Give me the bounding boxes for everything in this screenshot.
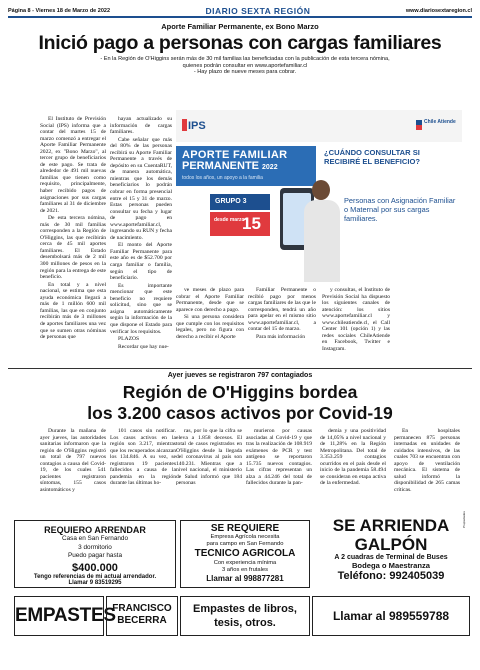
article1-column-1: El Instituto de Previsión Social (IPS) informa que a contar del martes 15 de marzo comenzó a entregar el Aporte Familiar Permanente 2022, ex "Bono Marzo", al tercer grupo de beneficiarios de este pago. Se trata de alrededor de 491 mil nuevas familias que tienen como requisito, principalmente, haber recibido pagos de asignaciones por sus cargas familiares al 31 de diciembre de 2021. De esta tercera nómina, más de 30 mil familias corresponden a la Región de O'Higgins, las que recibirán cerca de 45 mil aportes familiares. El Estado desembolsará más de 2 mil 300 millones de pesos en la región para la entrega de este beneficio. En total y a nivel nacional, se estima que esta ayuda económica llegará a más de 1 millón 600 mil familias, las que en conjunto recibirán más de 3 millones de aportes familiares una vez que se sumen otras nóminas de personas que — [40, 116, 106, 341]
aporte-familiar-ad — [176, 110, 462, 282]
person-illustration — [304, 180, 340, 282]
masthead — [8, 6, 472, 18]
classified-tecnico: SE REQUIERE Empresa Agrícola necesita para campo en San Fernando TECNICO AGRICOLA Con experiencia mínima 3 años en frutales Llamar al 998877281 — [180, 520, 310, 588]
side-label: Propiedades — [462, 511, 466, 528]
program-banner: APORTE FAMILIAR PERMANENTE 2022 todos los años, un apoyo a la familia — [176, 146, 316, 186]
empastes-phone: Llamar al 989559788 — [312, 596, 470, 636]
article1-column-2: hayan actualizado su información de cargas familiares. Cabe señalar que más del 80% de las personas recibirá su Aporte Familiar Permanente a través de depósito en su CuentaRUT, de manera automática, mientras que los demás beneficiarios lo podrán cobrar en forma presencial entre el 15 y 31 de marzo. Estas personas pueden consultar su fecha y lugar de pago en www.aportefamiliar.cl, ingresando su RUN y fecha de nacimiento. El monto del Aporte Familiar Permanente para este año es de $52.700 por carga familiar o familia, según el tipo de beneficiario. Es importante mencionar que este beneficio no requiere solicitud, sino que se asigna automáticamente según la información de la que dispone el Estado para verificar los requisitos. PLAZOS Recordar que hay nue- — [110, 116, 172, 350]
paper-url[interactable]: www.diariosextaregion.cl — [405, 8, 472, 14]
chile-flag-icon — [416, 120, 422, 130]
article2-column-2: 101 casos sin notificar. Los casos activos en la región son 3.217, mientras que los recuperados alcanzan los 134.846. A su vez, se registraron 19 pacientes fallecidos a causa de la pandemia en la región durante las últimas ho- — [110, 428, 176, 487]
article1-column-3: ve meses de plazo para cobrar el Aporte Familiar Permanente, desde que se aparece con derecho a pago. Si una persona considera que cumple con los requisitos legales, pero no figura con derecho a recibir el Aporte — [176, 287, 244, 340]
francisco-becerra-ad: FRANCISCO BECERRA — [106, 596, 178, 636]
empastes-ad: EMPASTES — [14, 596, 104, 636]
article2-column-1: Durante la mañana de ayer jueves, las autoridades sanitarias informaron que la región de O'Higgins registró un total de 797 nuevos contagios a causa del Covid-19, de los cuales 541 pacientes registraron síntomas, 155 casos asintomáticos y — [40, 428, 106, 493]
article1-bullets: - En la Región de O'Higgins serán más de 30 mil familias las beneficiadas con la publicación de esta tercera nómina, quienes podrán consultar en www.aportefamiliar.cl - Hay plazo de nueve meses para cobrar. — [100, 56, 390, 76]
paper-name: DIARIO SEXTA REGIÓN — [205, 6, 311, 16]
chileatiende-logo: Chile Atiende — [424, 119, 456, 125]
ad-question: ¿CUÁNDO CONSULTAR SI RECIBIRÉ EL BENEFICIO? — [324, 148, 421, 166]
ad-audience: Personas con Asignación Familiar o Maternal por sus cargas familiares. — [344, 196, 456, 223]
article2-column-3: ras, por lo que la cifra se eleva a 1.858 decesos. El total de casos registrados en O'Higgins desde la llegada del coronavirus al país son 140.231. Mientras que a nivel nacional, el ministerio de Salud informó que 184 personas — [176, 428, 242, 487]
article2-kicker: Ayer jueves se registraron 797 contagiados — [167, 372, 313, 379]
article1-kicker: Aporte Familiar Permanente, ex Bono Marzo — [161, 22, 319, 31]
article2-column-6: En hospitales permanecen 875 personas internadas en unidades de cuidados intensivos, de las cuales 703 se encuentran con apoyo de ventilación mecánica. El sistema de salud informó la disponibilidad de 265 camas críticas. — [394, 428, 460, 493]
article2-column-5: demia y una positividad de 14,05% a nivel nacional y de 11,28% en la Región Metropolitana. Del total de 3.353.259 contagios ocurridos en el país desde el inicio de la pandemia 58.494 se consideran en etapa activa de la enfermedad. — [320, 428, 386, 487]
date-badge: desde marzo 15 — [210, 212, 270, 236]
article2-headline: Región de O'Higgins bordea los 3.200 casos activos por Covid-19 — [87, 382, 393, 423]
section-divider — [8, 368, 472, 369]
classified-arrendar: REQUIERO ARRENDAR Casa en San Fernando 3 dormitorio Puedo pagar hasta $400.000 Tengo referencias de mi actual arrendador. Llamar 9 83519295 — [14, 520, 176, 588]
ips-logo-icon — [182, 119, 187, 131]
article2-column-4: murieron por causas asociadas al Covid-19 y que tras la realización de 108.919 exámenes de PCR y test antígeno se reportaron 15.735 nuevos contagios. Las cifras representan un alza a 44.246 del total de fallecidos durante la pan- — [246, 428, 312, 487]
grupo-badge: GRUPO 3 — [210, 194, 270, 210]
ips-logo: IPS — [188, 120, 206, 132]
empastes-libros-ad: Empastes de libros, tesis, otros. — [180, 596, 310, 636]
article1-column-4: Familiar Permanente o recibió pago por menos cargas familiares de las que le corresponden, tendrá un año para apelar en el mismo sitio www.aportefamiliar.cl, a contar del 15 de marzo. Para más información — [248, 287, 316, 340]
classified-galpon: SE ARRIENDA GALPÓN A 2 cuadras de Terminal de Buses Bodega o Maestranza Teléfono: 992405039 — [316, 516, 466, 592]
page-info: Página 8 - Viernes 18 de Marzo de 2022 — [8, 8, 111, 14]
article1-column-5: y consultas, el Instituto de Previsión Social ha dispuesto los siguientes canales de atención: los sitios www.aportefamiliar.cl y www.chileatiende.cl, el Call Center 101 (opción 1) y las redes sociales ChileAtiende en Facebook, Twitter e Instagram. — [322, 287, 390, 352]
article1-headline: Inició pago a personas con cargas familiares — [38, 32, 442, 54]
